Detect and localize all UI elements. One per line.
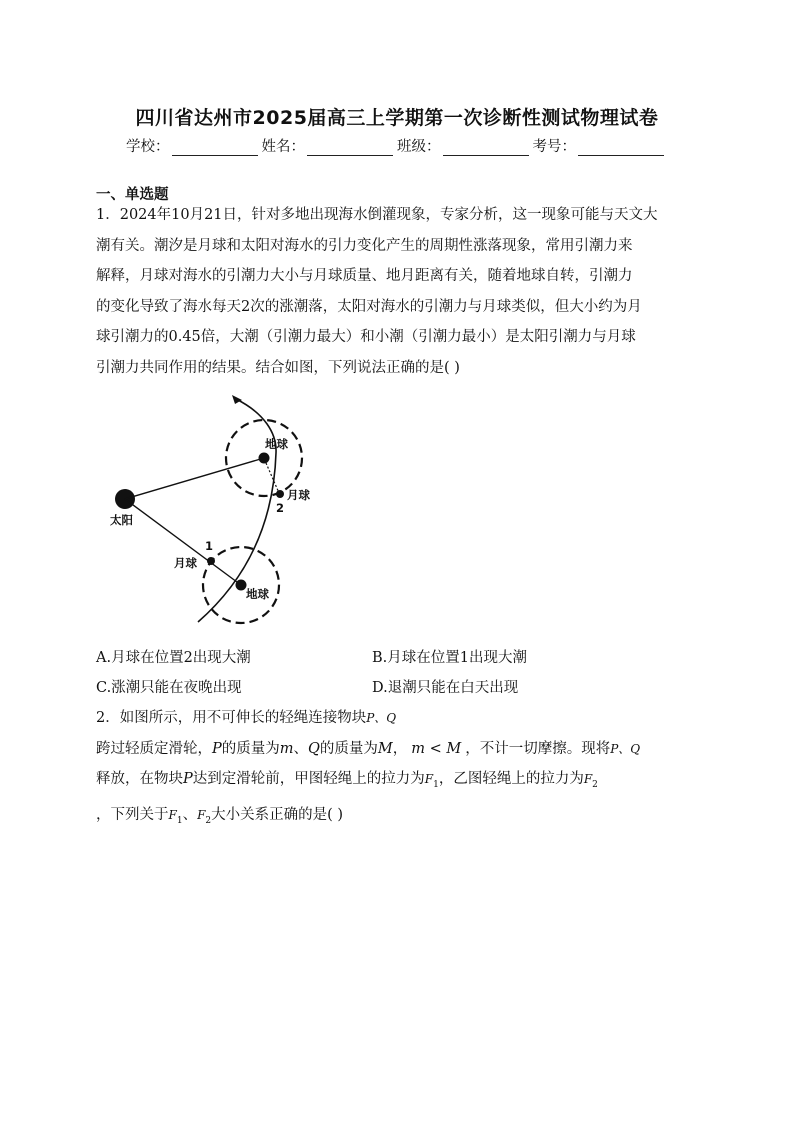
q2-text: 释放，在物块 (96, 771, 183, 787)
q2-text: 大小关系正确的是( ) (211, 807, 344, 824)
info-class (397, 135, 533, 156)
q2-math: F (197, 808, 206, 823)
student-info-row (0, 135, 794, 156)
question-1-text (96, 200, 706, 383)
q2-math: M (377, 740, 393, 757)
q2-math: F (168, 808, 177, 823)
moon-bottom-label: 月球 (174, 556, 197, 570)
name-blank (307, 141, 393, 156)
orbit-arrow-icon (232, 395, 242, 404)
q2-text: 的质量为 (221, 740, 280, 757)
question-line (96, 703, 706, 734)
info-label: 姓名： (261, 139, 305, 155)
earth-top-icon (259, 453, 270, 464)
q2-subscript: 1 (433, 779, 439, 790)
q2-subscript: 2 (205, 816, 212, 827)
q2-math: P、Q (610, 741, 641, 756)
question-line (96, 734, 706, 765)
q2-math: m (279, 740, 294, 757)
info-label: 学校： (126, 139, 170, 155)
question-line: 引潮力共同作用的结果。结合如图，下列说法正确的是( ) (96, 359, 460, 376)
question-line (96, 800, 706, 836)
q2-subscript: 2 (592, 779, 598, 790)
q2-text: 、 (293, 740, 309, 757)
question-line: 球引潮力的0.45倍，大潮（引潮力最大）和小潮（引潮力最小）是太阳引潮力与月球 (96, 329, 636, 345)
option-b[interactable]: B.月球在位置1出现大潮 (372, 649, 527, 666)
question-line: 的变化导致了海水每天2次的涨潮落，太阳对海水的引潮力与月球类似，但大小约为月 (96, 298, 642, 315)
q2-subscript: 1 (176, 816, 183, 827)
moon-top-icon (276, 490, 284, 498)
class-blank (443, 141, 529, 156)
question-line: 1．2024年10月21日，针对多地出现海水倒灌现象，专家分析，这一现象可能与天文大 (96, 207, 658, 223)
q2-math: P (183, 771, 193, 787)
q2-math: m < M (411, 740, 462, 757)
q2-text: ，乙图轻绳上的拉力为 (438, 771, 584, 787)
exam-number-blank (578, 141, 664, 156)
sun-earth-bottom-line (125, 499, 241, 585)
exam-title: 四川省达州市2025届高三上学期第一次诊断性测试物理试卷 (135, 107, 659, 129)
q2-text: 2．如图所示，用不可伸长的轻绳连接物块 (96, 710, 367, 726)
info-exam-number (533, 135, 669, 156)
options-row (96, 641, 716, 671)
q2-text: ， (392, 740, 408, 757)
question-1-options (96, 641, 716, 701)
option-c[interactable]: C.涨潮只能在夜晚出现 (96, 679, 242, 696)
option-d[interactable]: D.退潮只能在白天出现 (372, 679, 519, 696)
info-school (126, 135, 262, 156)
position-2-label: 2 (276, 501, 285, 515)
earth-top-label: 地球 (265, 437, 288, 451)
q2-text: 跨过轻质定滑轮， (96, 740, 212, 757)
q2-text: ，下列关于 (96, 807, 169, 824)
info-label: 班级： (397, 139, 441, 155)
q2-text: ，不计一切摩擦。现将 (465, 740, 611, 757)
question-line: 潮有关。潮汐是月球和太阳对海水的引力变化产生的周期性涨落现象，常用引潮力来 (96, 237, 633, 254)
moon-bottom-icon (207, 557, 215, 565)
moon-top-label: 月球 (287, 488, 310, 502)
section-heading: 一、单选题 (96, 187, 169, 203)
sun-label: 太阳 (110, 513, 133, 527)
question-line: 解释，月球对海水的引潮力大小与月球质量、地月距离有关，随着地球自转，引潮力 (96, 268, 633, 284)
q2-text: 的质量为 (319, 740, 378, 757)
sun-earth-top-line (125, 458, 264, 499)
position-1-label: 1 (205, 539, 214, 553)
question-line (96, 764, 706, 800)
sun-earth-moon-diagram (104, 393, 334, 628)
earth-bottom-icon (236, 580, 247, 591)
question-2-text (96, 703, 706, 837)
option-a[interactable]: A.月球在位置2出现大潮 (96, 649, 251, 666)
q2-math: Q (308, 740, 320, 757)
options-row (96, 671, 716, 701)
info-label: 考号： (532, 139, 576, 155)
q2-math: F (424, 772, 434, 786)
q2-math: P (212, 740, 222, 757)
info-name (262, 135, 398, 156)
q2-text: 、 (182, 807, 198, 824)
q2-text: 达到定滑轮前，甲图轻绳上的拉力为 (192, 771, 425, 787)
school-blank (172, 141, 258, 156)
q2-math: P、Q (366, 711, 397, 725)
earth-bottom-label: 地球 (246, 587, 269, 601)
q2-math: F (583, 772, 593, 786)
